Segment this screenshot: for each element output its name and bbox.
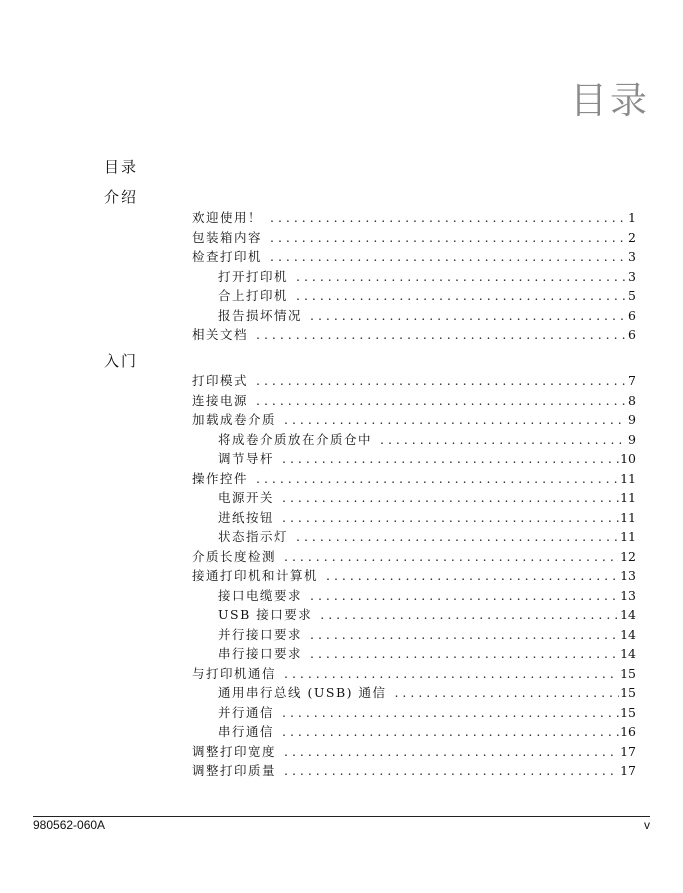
dot-leader [270,210,627,225]
toc-entry-label: 串行通信 [218,724,275,739]
dot-leader [284,744,619,759]
toc-entry-label: 介质长度检测 [192,548,277,564]
toc-entry[interactable] [218,586,636,606]
chapter-heading[interactable]: 介绍 [104,188,139,206]
toc-entry-page-number: 11 [620,509,636,525]
toc-entry[interactable] [218,430,636,450]
dot-leader [284,666,619,681]
dot-leader [282,510,619,525]
toc-entry-label: 串行接口要求 [218,646,303,661]
dot-leader [310,588,619,603]
toc-entry-page-number: 17 [620,763,636,778]
toc-entry[interactable] [192,371,636,391]
toc-entry[interactable] [218,488,636,508]
toc-entry[interactable] [192,410,636,430]
chapter-heading[interactable]: 目录 [104,158,139,176]
toc-entry-page-number: 9 [628,412,636,427]
toc-entry[interactable] [192,391,636,411]
toc-entry-label: 打开打印机 [218,268,289,284]
toc-entry[interactable] [192,566,636,586]
toc-entry[interactable] [218,703,636,723]
dot-leader [282,490,619,505]
toc-entry-label: 进纸按钮 [218,509,275,525]
dot-leader [320,607,619,622]
toc-entry[interactable] [218,449,636,469]
toc-entry-label: 通用串行总线 (USB) 通信 [218,685,387,700]
toc-entry-page-number: 3 [628,249,636,264]
toc-entry[interactable] [192,761,636,781]
dot-leader [256,393,627,408]
toc-entry-page-number: 6 [628,327,636,342]
toc-entry-label: USB 接口要求 [218,607,313,622]
toc-entry-page-number: 11 [620,470,636,486]
toc-entry-page-number: 8 [628,392,636,408]
footer-doc-number: 980562-060A [33,818,106,832]
toc-entry-label: 合上打印机 [218,288,289,303]
toc-entry[interactable] [192,228,636,248]
toc-entry-page-number: 16 [620,724,636,739]
dot-leader [394,685,619,700]
toc-entry-page-number: 13 [620,587,636,603]
toc-entry-label: 接通打印机和计算机 [192,568,319,583]
toc-entry-page-number: 12 [620,548,636,564]
dot-leader [284,763,619,778]
dot-leader [256,327,627,342]
toc-entry[interactable] [218,508,636,528]
toc-entry[interactable] [218,527,636,547]
dot-leader [296,288,627,303]
toc-entry-label: 状态指示灯 [218,529,289,544]
toc-entry[interactable] [192,664,636,684]
toc-entry[interactable] [218,683,636,703]
toc-entry-page-number: 6 [628,307,636,323]
toc-entry-label: 连接电源 [192,392,249,408]
toc-entry-page-number: 10 [620,451,636,466]
toc-entry-label: 操作控件 [192,470,249,486]
dot-leader [380,432,627,447]
toc-entry-page-number: 13 [620,568,636,583]
footer-rule [33,816,650,817]
toc-entry-label: 调整打印宽度 [192,743,277,759]
toc-entry-label: 并行通信 [218,704,275,720]
toc-entry[interactable] [218,267,636,287]
toc-entry[interactable] [218,286,636,306]
toc-entry[interactable] [192,325,636,345]
toc-entry-label: 将成卷介质放在介质仓中 [218,431,373,447]
dot-leader [284,412,627,427]
dot-leader [270,249,627,264]
toc-entry[interactable] [192,208,636,228]
toc-entry[interactable] [218,605,636,625]
toc-entry-label: 加载成卷介质 [192,412,277,427]
toc-entry-label: 并行接口要求 [218,626,303,642]
toc-entry-page-number: 2 [628,229,636,245]
dot-leader [282,705,619,720]
toc-entry-page-number: 7 [628,373,636,388]
dot-leader [282,451,619,466]
toc-entry-label: 调整打印质量 [192,763,277,778]
chapter-heading[interactable]: 入门 [104,352,139,370]
dot-leader [310,646,619,661]
toc-entry-page-number: 14 [620,626,636,642]
toc-entry[interactable] [192,247,636,267]
toc-entry-label: 相关文档 [192,327,249,342]
toc-entry-label: 报告损坏情况 [218,307,303,323]
toc-entry-page-number: 15 [620,704,636,720]
toc-entry-page-number: 17 [620,743,636,759]
toc-entry-label: 欢迎使用！ [192,210,263,225]
toc-entry-label: 包装箱内容 [192,229,263,245]
toc-entry[interactable] [192,742,636,762]
toc-entry[interactable] [218,644,636,664]
toc-entry-page-number: 11 [620,490,636,505]
toc-entry-page-number: 9 [628,431,636,447]
toc-entry-page-number: 14 [620,607,636,622]
toc-entry-page-number: 15 [620,665,636,681]
toc-entry-page-number: 14 [620,646,636,661]
toc-entry-page-number: 15 [620,685,636,700]
dot-leader [256,471,619,486]
toc-entry[interactable] [218,306,636,326]
toc-entry-page-number: 3 [628,268,636,284]
toc-entry[interactable] [218,722,636,742]
page-title: 目录 [570,79,650,122]
dot-leader [310,627,619,642]
toc-entry-label: 电源开关 [218,490,275,505]
dot-leader [296,529,619,544]
toc-entry-label: 打印模式 [192,373,249,388]
toc-entry-label: 调节导杆 [218,451,275,466]
toc-entry[interactable] [218,625,636,645]
dot-leader [284,549,619,564]
dot-leader [310,308,627,323]
footer-page-number: v [644,818,650,832]
toc-entry[interactable] [192,469,636,489]
dot-leader [256,373,627,388]
toc-entry-page-number: 11 [620,529,636,544]
toc-entry-label: 与打印机通信 [192,665,277,681]
toc-entry-label: 检查打印机 [192,249,263,264]
toc-entry[interactable] [192,547,636,567]
dot-leader [282,724,619,739]
dot-leader [296,269,627,284]
toc-entry-page-number: 5 [628,288,636,303]
dot-leader [270,230,627,245]
dot-leader [326,568,619,583]
toc-entry-page-number: 1 [628,210,636,225]
toc-entry-label: 接口电缆要求 [218,587,303,603]
